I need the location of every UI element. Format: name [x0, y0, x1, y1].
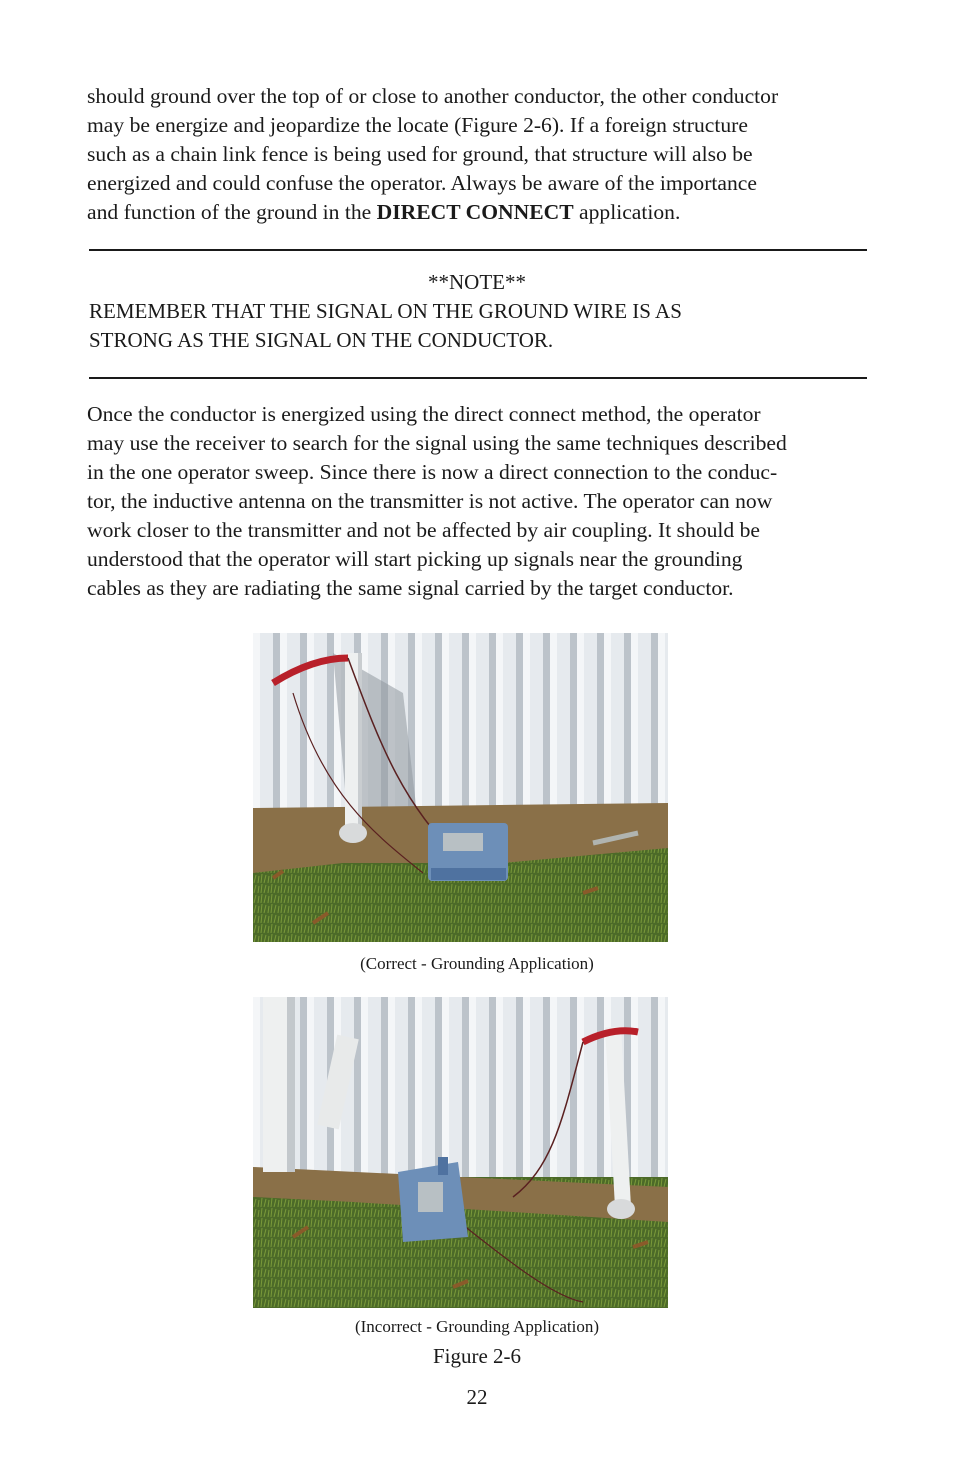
- caption-correct: (Correct - Grounding Application): [360, 954, 594, 973]
- page-number: 22: [466, 1385, 488, 1409]
- text-line: may use the receiver to search for the signal using the same techniques described: [87, 431, 787, 455]
- note-body: [89, 297, 682, 355]
- body-paragraph-ground: [87, 82, 877, 227]
- note-heading: **NOTE**: [428, 270, 526, 294]
- text-line: such as a chain link fence is being used for ground, that structure will also be: [87, 142, 753, 166]
- text-line: Once the conductor is energized using the direct connect method, the operator: [87, 402, 761, 426]
- text-line: energized and could confuse the operator. Always be aware of the importance: [87, 171, 757, 195]
- figure-label: Figure 2-6: [432, 1344, 522, 1368]
- text-line: tor, the inductive antenna on the transmitter is not active. The operator can now: [87, 489, 773, 513]
- text-line: cables as they are radiating the same signal carried by the target conductor.: [87, 576, 734, 600]
- direct-connect-emphasis: DIRECT CONNECT: [376, 200, 574, 224]
- note-bottom-rule: [89, 377, 867, 379]
- text-fragment: and function of the ground in the: [87, 200, 377, 224]
- text-line: work closer to the transmitter and not be affected by air coupling. It should be: [87, 518, 761, 542]
- photo-correct-grounding: [253, 633, 668, 942]
- photo-correct-illustration: [253, 633, 668, 942]
- note-line: REMEMBER THAT THE SIGNAL ON THE GROUND WIRE IS AS: [89, 299, 682, 323]
- note-line: STRONG AS THE SIGNAL ON THE CONDUCTOR.: [89, 328, 554, 352]
- text-fragment: application.: [573, 200, 681, 224]
- text-line: [87, 198, 877, 227]
- photo-incorrect-grounding: [253, 997, 668, 1308]
- note-top-rule: [89, 249, 867, 251]
- photo-incorrect-illustration: [253, 997, 668, 1308]
- text-line: in the one operator sweep. Since there is now a direct connection to the conduc-: [87, 460, 778, 484]
- caption-incorrect: (Incorrect - Grounding Application): [354, 1317, 600, 1336]
- text-line: may be energize and jeopardize the locate (Figure 2-6). If a foreign structure: [87, 113, 748, 137]
- text-line: understood that the operator will start picking up signals near the grounding: [87, 547, 743, 571]
- body-paragraph-energized: [87, 400, 877, 603]
- text-line: should ground over the top of or close to another conductor, the other conductor: [87, 84, 779, 108]
